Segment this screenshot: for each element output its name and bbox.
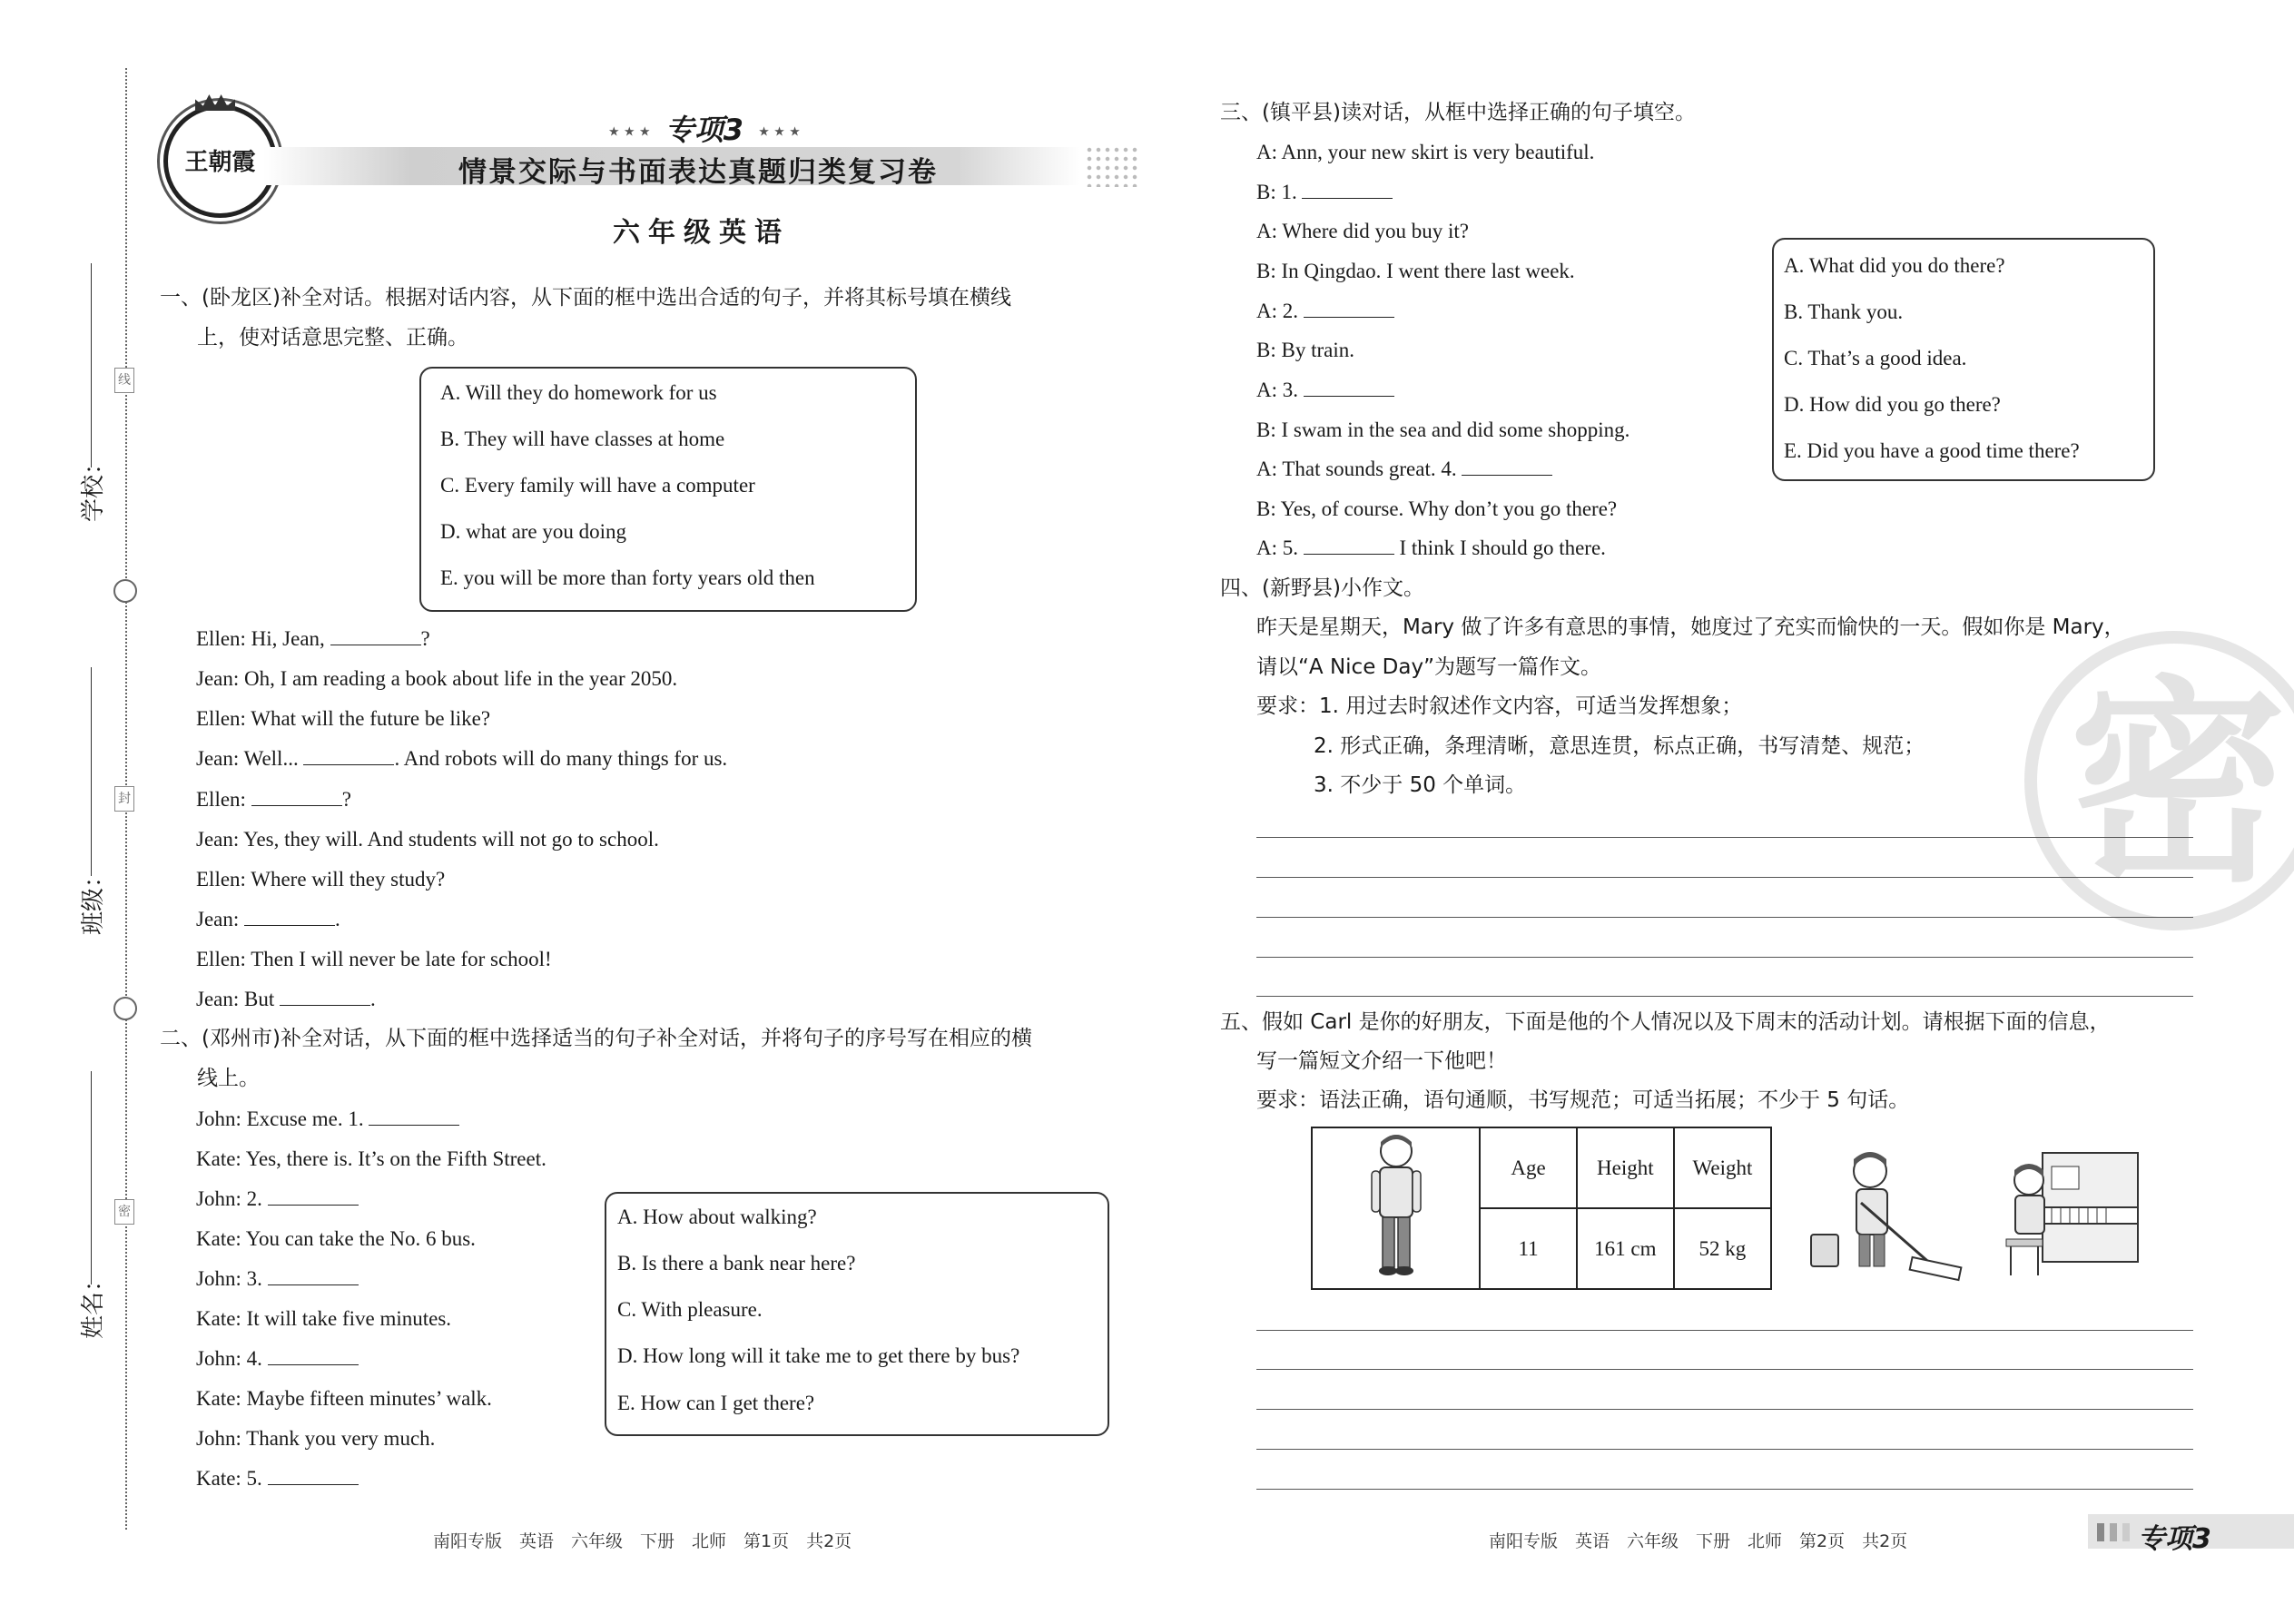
binding-mark-secret: 密	[114, 1199, 134, 1225]
q3-line: A: 2.	[1256, 298, 1394, 325]
boy-piano-icon	[1997, 1139, 2142, 1284]
secret-watermark	[2024, 631, 2294, 930]
answer-blank[interactable]	[1462, 457, 1552, 476]
q1-option: B. They will have classes at home	[440, 428, 725, 450]
carl-portrait-cell	[1312, 1127, 1480, 1289]
q5-title-cont: 写一篇短文介绍一下他吧！	[1256, 1049, 1507, 1073]
q1-option: D. what are you doing	[440, 520, 627, 543]
q2-option: D. How long will it take me to get there by bus?	[617, 1344, 1020, 1367]
q2-option: E. How can I get there?	[617, 1392, 815, 1414]
q3-line: A: That sounds great. 4.	[1256, 456, 1552, 483]
name-label: 姓名：	[80, 1267, 107, 1339]
q4-requirement: 3. 不少于 50 个单词。	[1314, 773, 1527, 797]
school-label: 学校：	[80, 450, 107, 522]
q2-option: C. With pleasure.	[617, 1298, 763, 1321]
q3-line: B: In Qingdao. I went there last week.	[1256, 260, 1575, 282]
writing-line[interactable]	[1256, 877, 2193, 878]
class-label: 班级：	[80, 863, 107, 935]
q4-requirement: 2. 形式正确，条理清晰，意思连贯，标点正确，书写清楚、规范；	[1314, 734, 1925, 758]
answer-blank[interactable]	[330, 626, 421, 645]
q5-title: 五、假如 Carl 是你的好朋友，下面是他的个人情况以及下周末的活动计划。请根据下面的信息，	[1220, 1010, 2111, 1034]
writing-line[interactable]	[1256, 1369, 2193, 1370]
q3-line: A: 3.	[1256, 377, 1394, 404]
q3-line: B: Yes, of course. Why don’t you go there?	[1256, 497, 1618, 520]
footer-left: 南阳专版 英语 六年级 下册 北师 第1页 共2页	[433, 1531, 852, 1551]
writing-line[interactable]	[1256, 1409, 2193, 1410]
q1-line: Jean: But .	[196, 988, 376, 1010]
stars-right: ★ ★ ★	[758, 124, 801, 140]
q1-line: Ellen: Where will they study?	[196, 868, 446, 891]
q2-line: John: Excuse me. 1.	[196, 1106, 459, 1133]
footer-tag: 专项3	[2138, 1523, 2211, 1555]
writing-line[interactable]	[1256, 837, 2193, 838]
q4-body: 昨天是星期天，Mary 做了许多有意思的事情，她度过了充实而愉快的一天。假如你是 Mary，	[1256, 615, 2125, 639]
answer-blank[interactable]	[280, 987, 370, 1006]
answer-blank[interactable]	[244, 907, 335, 926]
q2-option: A. How about walking?	[617, 1206, 817, 1228]
q2-line: Kate: You can take the No. 6 bus.	[196, 1227, 476, 1250]
q1-line: Jean: Yes, they will. And students will not go to school.	[196, 828, 659, 851]
table-value-age: 11	[1480, 1208, 1576, 1289]
table-header-height: Height	[1577, 1127, 1674, 1208]
binding-mark-seal: 封	[114, 786, 134, 812]
boy-standing-icon	[1364, 1131, 1428, 1281]
q2-line: Kate: Maybe fifteen minutes’ walk.	[196, 1387, 492, 1410]
answer-blank[interactable]	[1304, 299, 1394, 318]
q1-line: Ellen: ?	[196, 788, 351, 811]
q3-line: A: Where did you buy it?	[1256, 220, 1469, 242]
table-value-height: 161 cm	[1577, 1208, 1674, 1289]
q2-line: Kate: It will take five minutes.	[196, 1307, 452, 1330]
table-header-weight: Weight	[1674, 1127, 1771, 1208]
answer-blank[interactable]	[251, 787, 342, 806]
carl-info-table	[1311, 1127, 1772, 1290]
writing-line[interactable]	[1256, 1489, 2193, 1490]
q2-title-cont: 线上。	[197, 1067, 260, 1090]
q2-line: Kate: Yes, there is. It’s on the Fifth Street.	[196, 1147, 546, 1170]
q1-title: 一、(卧龙区)补全对话。根据对话内容，从下面的框中选出合适的句子，并将其标号填在横线	[160, 286, 1011, 310]
q2-line: John: Thank you very much.	[196, 1427, 436, 1450]
q1-option: C. Every family will have a computer	[440, 474, 755, 497]
answer-blank[interactable]	[1304, 378, 1394, 397]
q3-line: A: 5. I think I should go there.	[1256, 536, 1606, 559]
special-heading	[608, 107, 801, 149]
binding-hole-icon	[113, 997, 137, 1020]
q2-option: B. Is there a bank near here?	[617, 1252, 856, 1275]
banner-pattern-icon	[1085, 145, 1139, 187]
answer-blank[interactable]	[369, 1107, 459, 1126]
name-field[interactable]	[91, 1071, 92, 1284]
brand-logo	[163, 104, 277, 218]
answer-blank[interactable]	[268, 1346, 359, 1365]
q3-option: A. What did you do there?	[1784, 254, 2005, 277]
q3-option: D. How did you go there?	[1784, 393, 2001, 416]
brand-logo-text: 王朝霞	[184, 149, 256, 176]
q3-option: B. Thank you.	[1784, 300, 1904, 323]
q4-requirement: 要求：1. 用过去时叙述作文内容，可适当发挥想象；	[1256, 694, 1743, 718]
q1-option: E. you will be more than forty years old then	[440, 566, 815, 589]
answer-blank[interactable]	[268, 1466, 359, 1485]
table-header-age: Age	[1480, 1127, 1576, 1208]
q1-option: A. Will they do homework for us	[440, 381, 717, 404]
writing-line[interactable]	[1256, 957, 2193, 958]
q1-line: Ellen: What will the future be like?	[196, 707, 491, 730]
q1-line: Jean: Well... . And robots will do many things for us.	[196, 747, 728, 770]
writing-line[interactable]	[1256, 996, 2193, 997]
q2-line: John: 2.	[196, 1186, 359, 1213]
answer-blank[interactable]	[268, 1266, 359, 1285]
q3-line: B: I swam in the sea and did some shopping.	[1256, 418, 1630, 441]
writing-line[interactable]	[1256, 1330, 2193, 1331]
answer-blank[interactable]	[268, 1186, 359, 1206]
q3-line: B: 1.	[1256, 179, 1393, 206]
q2-line: John: 4.	[196, 1345, 359, 1373]
q1-line: Jean: .	[196, 908, 340, 930]
answer-blank[interactable]	[303, 746, 394, 765]
q3-option: C. That’s a good idea.	[1784, 347, 1967, 369]
q1-title-cont: 上，使对话意思完整、正确。	[197, 326, 468, 349]
answer-blank[interactable]	[1304, 536, 1394, 555]
q1-line: Ellen: Hi, Jean, ?	[196, 627, 430, 650]
boy-mopping-icon	[1807, 1139, 1970, 1289]
q1-line: Jean: Oh, I am reading a book about life in the year 2050.	[196, 667, 678, 690]
school-field[interactable]	[91, 263, 92, 468]
class-field[interactable]	[91, 667, 92, 876]
crown-icon	[195, 94, 235, 111]
footer-right: 南阳专版 英语 六年级 下册 北师 第2页 共2页	[1489, 1531, 1908, 1551]
footer-tag-squares-icon	[2097, 1523, 2130, 1541]
secret-watermark-text: 密	[2068, 657, 2287, 911]
q4-body: 请以“A Nice Day”为题写一篇作文。	[1256, 655, 1601, 679]
table-value-weight: 52 kg	[1674, 1208, 1771, 1289]
q3-title: 三、(镇平县)读对话，从框中选择正确的句子填空。	[1220, 101, 1696, 124]
binding-hole-icon	[113, 579, 137, 603]
banner-title: 情景交际与书面表达真题归类复习卷	[458, 156, 938, 189]
writing-line[interactable]	[1256, 917, 2193, 918]
q2-title: 二、(邓州市)补全对话，从下面的框中选择适当的句子补全对话，并将句子的序号写在相应的横	[160, 1027, 1032, 1050]
q2-line: John: 3.	[196, 1265, 359, 1293]
subject-title: 六年级英语	[613, 217, 790, 249]
q2-line: Kate: 5.	[196, 1465, 359, 1492]
q3-option: E. Did you have a good time there?	[1784, 439, 2080, 462]
q3-line: A: Ann, your new skirt is very beautiful.	[1256, 141, 1595, 163]
stars-left: ★ ★ ★	[608, 124, 651, 140]
answer-blank[interactable]	[1302, 180, 1393, 199]
q3-line: B: By train.	[1256, 339, 1354, 361]
q4-title: 四、(新野县)小作文。	[1220, 576, 1424, 600]
writing-line[interactable]	[1256, 1449, 2193, 1450]
special-title: 专项3	[665, 113, 744, 147]
q1-line: Ellen: Then I will never be late for school!	[196, 948, 552, 970]
q5-requirement: 要求：语法正确，语句通顺，书写规范；可适当拓展；不少于 5 句话。	[1256, 1088, 1910, 1112]
binding-mark-line: 线	[114, 368, 134, 393]
